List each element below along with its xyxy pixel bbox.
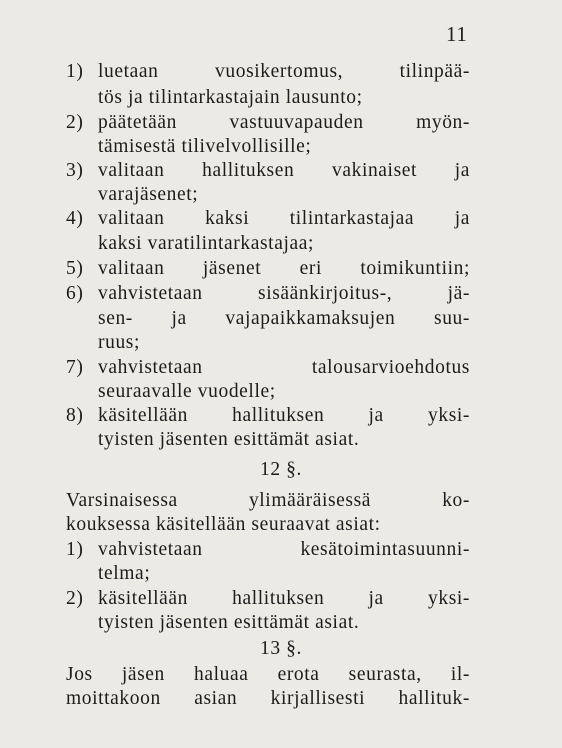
item-number: 7) (66, 357, 84, 378)
item-text-line: valitaan jäsenet eri toimikuntiin; (98, 258, 470, 279)
item-number: 2) (66, 588, 84, 609)
item-text-line: vahvistetaan sisäänkirjoitus-, jä- (98, 283, 470, 304)
item-text-line: tös ja tilintarkastajain lausunto; (98, 87, 363, 108)
item-text-line: tyisten jäsenten esittämät asiat. (98, 429, 360, 450)
item-text-line: valitaan hallituksen vakinaiset ja (98, 160, 470, 181)
item-text-line: vahvistetaan talousarvioehdotus (98, 357, 470, 378)
paragraph-line: moittakoon asian kirjallisesti hallituk- (66, 688, 470, 709)
item-text-line: sen- ja vajapaikkamaksujen suu- (98, 308, 470, 329)
item-number: 8) (66, 405, 84, 426)
section-heading: 12 §. (260, 459, 302, 480)
paragraph-line: Varsinaisessa ylimääräisessä ko- (66, 490, 470, 511)
item-text-line: varajäsenet; (98, 184, 199, 205)
item-text-line: ruus; (98, 332, 140, 353)
section-heading: 13 §. (260, 638, 302, 659)
item-text-line: seuraavalle vuodelle; (98, 381, 276, 402)
item-text-line: kaksi varatilintarkastajaa; (98, 233, 314, 254)
item-number: 1) (66, 539, 84, 560)
paragraph-line: kouksessa käsitellään seuraavat asiat: (66, 514, 381, 535)
item-text-line: päätetään vastuuvapauden myön- (98, 112, 470, 133)
item-text-line: vahvistetaan kesätoimintasuunni- (98, 539, 470, 560)
paragraph-line: Jos jäsen haluaa erota seurasta, il- (66, 664, 470, 685)
item-number: 6) (66, 283, 84, 304)
item-text-line: käsitellään hallituksen ja yksi- (98, 588, 470, 609)
item-number: 5) (66, 258, 84, 279)
item-text-line: käsitellään hallituksen ja yksi- (98, 405, 470, 426)
item-text-line: valitaan kaksi tilintarkastajaa ja (98, 208, 470, 229)
item-number: 4) (66, 208, 84, 229)
item-text-line: luetaan vuosikertomus, tilinpää- (98, 61, 470, 82)
item-number: 3) (66, 160, 84, 181)
item-text-line: tämisestä tilivelvollisille; (98, 136, 312, 157)
item-text-line: tyisten jäsenten esittämät asiat. (98, 612, 360, 633)
page-number: 11 (446, 22, 468, 46)
item-text-line: telma; (98, 563, 151, 584)
item-number: 1) (66, 61, 84, 82)
item-number: 2) (66, 112, 84, 133)
